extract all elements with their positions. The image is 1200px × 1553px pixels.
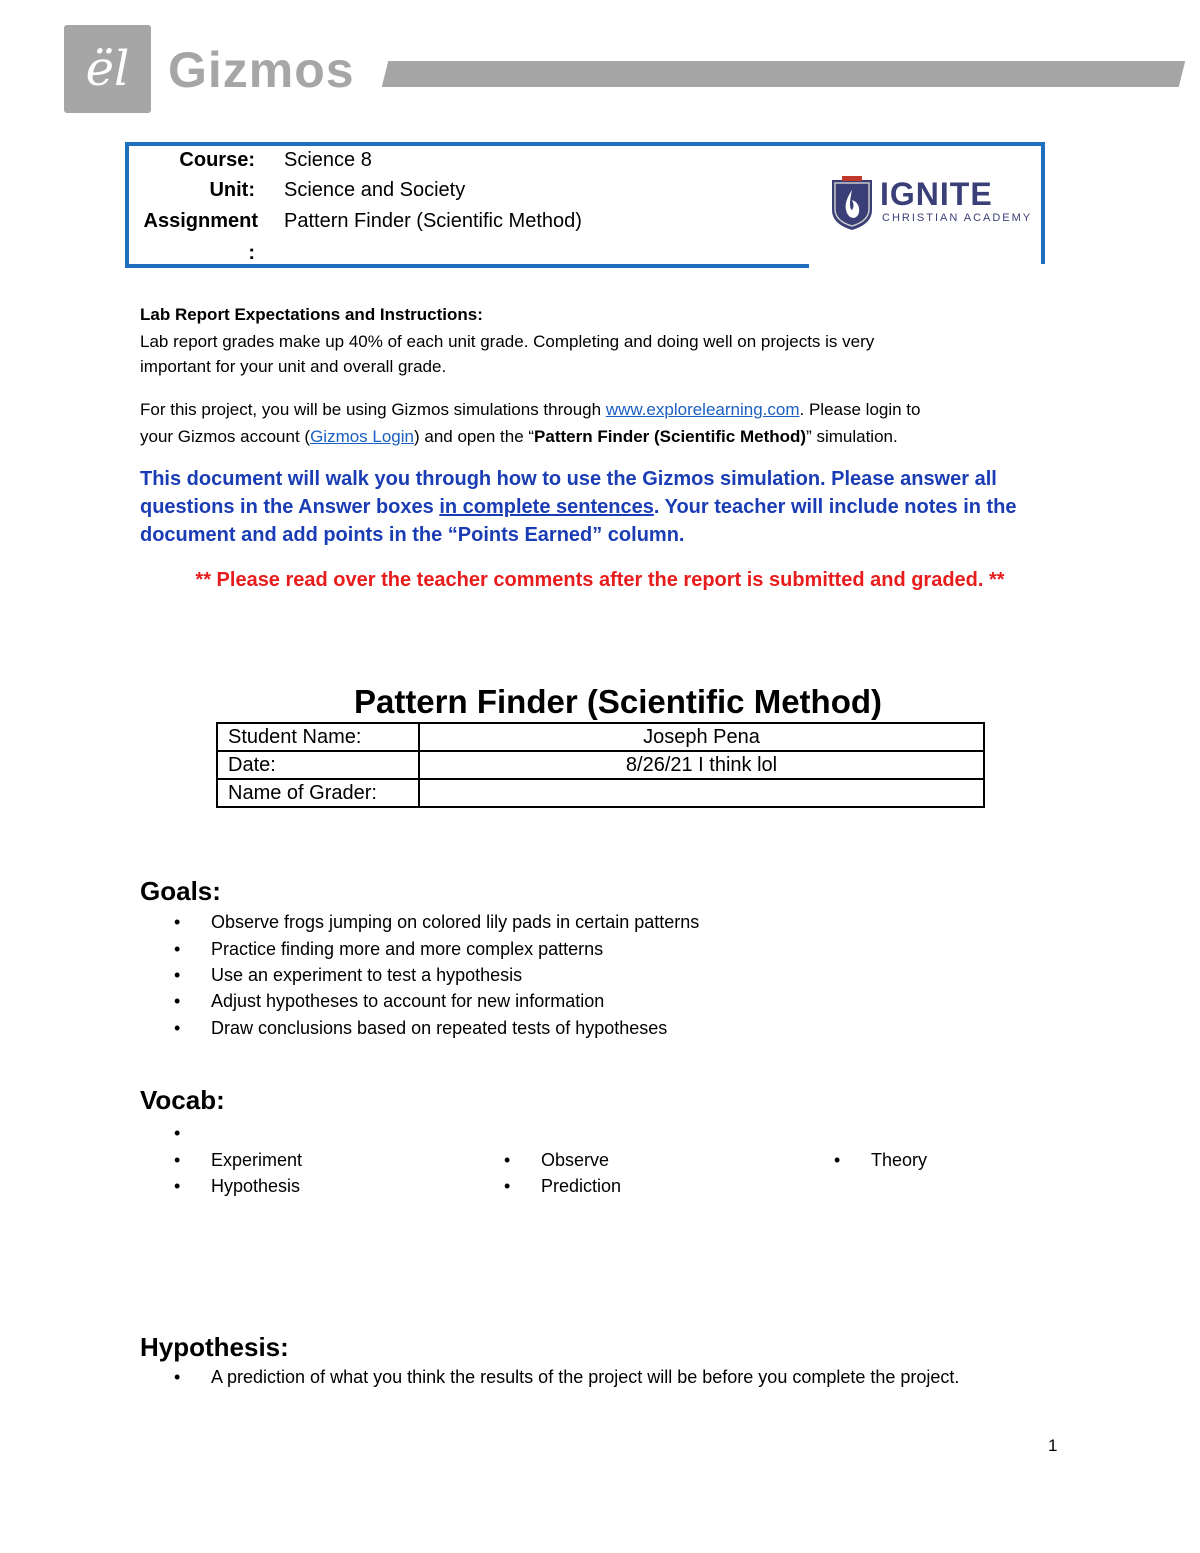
blue-line2-suffix: . Your teacher will include notes in the (653, 496, 1017, 518)
unit-value: Science and Society (284, 179, 466, 201)
blue-note-line3: document and add points in the “Points Earned” column. (140, 524, 685, 546)
red-note: ** Please read over the teacher comments after the report is submitted and graded. ** (195, 569, 1005, 591)
instructions-para1-line2: important for your unit and overall grade. (140, 357, 447, 376)
list-item: Use an experiment to test a hypothesis (211, 965, 523, 985)
para2-line2-mid: ) and open the “ (414, 427, 535, 446)
bullet-icon: • (174, 991, 181, 1011)
list-item: Observe frogs jumping on colored lily pads in certain patterns (211, 912, 700, 932)
explorelearning-link[interactable]: www.explorelearning.com (605, 400, 800, 419)
course-box-border (1041, 142, 1045, 264)
unit-label: Unit: (209, 179, 255, 201)
bullet-icon: • (174, 1367, 181, 1387)
bullet-icon: • (174, 912, 181, 932)
instructions-para2-line2 (140, 424, 1070, 449)
instructions-para2-line1 (140, 397, 1070, 422)
date-label: Date: (217, 751, 419, 779)
para2-simulation-name: Pattern Finder (Scientific Method) (534, 427, 807, 446)
grader-label: Name of Grader: (217, 779, 419, 807)
vocab-item: Hypothesis (211, 1176, 301, 1196)
gizmos-login-link[interactable]: Gizmos Login (310, 427, 414, 446)
vocab-item: Observe (541, 1150, 610, 1170)
header-bar (382, 61, 1185, 87)
course-label: Course: (179, 149, 255, 171)
list-item: Draw conclusions based on repeated tests of hypotheses (211, 1018, 668, 1038)
vocab-heading: Vocab: (140, 1085, 225, 1115)
grader-value[interactable] (419, 779, 984, 807)
hypothesis-heading: Hypothesis: (140, 1332, 289, 1362)
bullet-icon: • (504, 1176, 511, 1196)
bullet-icon: • (174, 1123, 181, 1143)
course-value: Science 8 (284, 149, 372, 171)
student-info-table (216, 722, 985, 808)
table-row (217, 723, 984, 751)
bullet-icon: • (174, 965, 181, 985)
para2-suffix: . Please login to (799, 400, 921, 419)
instructions-heading: Lab Report Expectations and Instructions: (140, 305, 483, 324)
para2-line2-suffix: ” simulation. (806, 427, 898, 446)
student-name-label: Student Name: (217, 723, 419, 751)
course-box-border (125, 142, 1045, 146)
list-item: A prediction of what you think the results of the project will be before you complete the project. (211, 1367, 960, 1387)
vocab-item: Experiment (211, 1150, 303, 1170)
blue-note-line2 (140, 493, 1070, 521)
page-number: 1 (1048, 1436, 1058, 1455)
bullet-icon: • (504, 1150, 511, 1170)
ignite-shield-icon (830, 176, 874, 232)
para2-prefix: For this project, you will be using Gizmos simulations through (140, 400, 606, 419)
vocab-item: Theory (871, 1150, 928, 1170)
instructions-para1-line1: Lab report grades make up 40% of each unit grade. Completing and doing well on projects is very (140, 332, 875, 351)
bullet-icon: • (174, 1176, 181, 1196)
list-item: Adjust hypotheses to account for new information (211, 991, 605, 1011)
logo-mark-icon: ël (85, 41, 130, 97)
student-name-value[interactable]: Joseph Pena (419, 723, 984, 751)
goals-heading: Goals: (140, 876, 221, 906)
assignment-value: Pattern Finder (Scientific Method) (284, 210, 582, 232)
assignment-colon: : (248, 242, 255, 264)
school-name: IGNITE (880, 176, 993, 212)
bullet-icon: • (174, 939, 181, 959)
bullet-icon: • (174, 1018, 181, 1038)
bullet-icon: • (834, 1150, 841, 1170)
blue-line2-underline: in complete sentences (439, 496, 654, 518)
vocab-item: Prediction (541, 1176, 622, 1196)
bullet-icon: • (174, 1150, 181, 1170)
assignment-label: Assignment (143, 210, 258, 232)
para2-line2-prefix: your Gizmos account ( (140, 427, 311, 446)
table-row (217, 779, 984, 807)
list-item: Practice finding more and more complex patterns (211, 939, 604, 959)
brand-name: Gizmos (168, 42, 355, 98)
blue-note-line1: This document will walk you through how to use the Gizmos simulation. Please answer all (140, 468, 997, 490)
school-subtitle: CHRISTIAN ACADEMY (882, 212, 1033, 224)
table-row (217, 751, 984, 779)
blue-line2-prefix: questions in the Answer boxes (140, 496, 440, 518)
date-value[interactable]: 8/26/21 I think lol (419, 751, 984, 779)
doc-title: Pattern Finder (Scientific Method) (353, 683, 883, 720)
